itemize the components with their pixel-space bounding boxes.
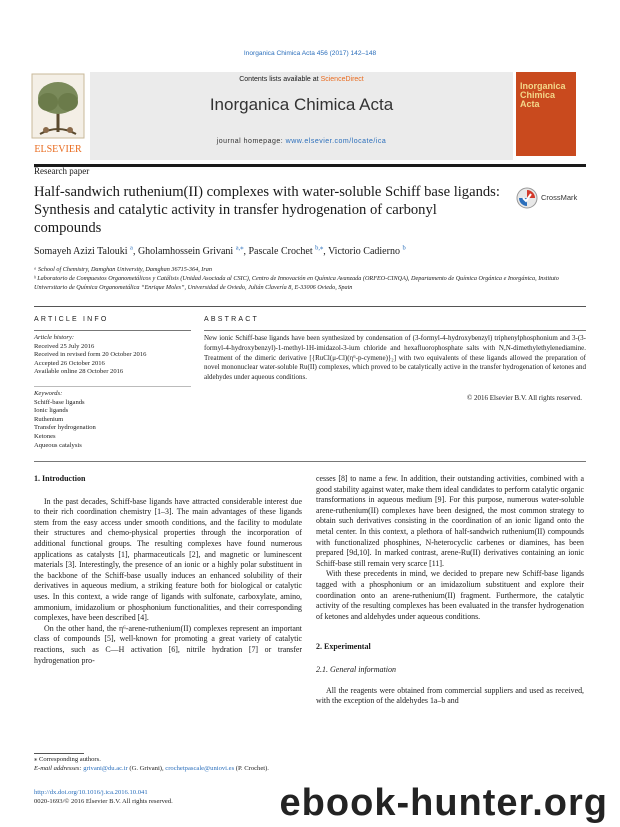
- abstract-divider: [204, 330, 586, 331]
- journal-name: Inorganica Chimica Acta: [209, 95, 394, 114]
- subsection-heading-general-information: 2.1. General information: [316, 664, 396, 674]
- journal-cover-thumbnail[interactable]: [516, 72, 576, 156]
- keyword: Ruthenium: [34, 415, 64, 423]
- author-name: Victorio Cadierno: [328, 246, 400, 258]
- homepage-prefix: journal homepage:: [216, 138, 286, 145]
- keyword: Ketones: [34, 432, 56, 440]
- crossmark-label: CrossMark: [541, 193, 578, 202]
- article-history: [34, 334, 194, 377]
- homepage-link[interactable]: www.elsevier.com/locate/ica: [285, 138, 387, 145]
- body-paragraph: cesses [8] to name a few. In addition, their outstanding activities, combined with a good stability against water, make them ideal candidates to perform catalytic organic transformations in aqueous medium [9]. For this purpose, numerous water-soluble arene-ruthenium(II) complexes have been designed, the most common strategy to obtain such derivatives consisting in the coordination of an ionic ligand onto the metal center. In this context, a plethora of half-sandwich ruthenium(II) compounds with functionalized phosphines, N-heterocyclic carbenes or diamines, has been prepared [9d,10]. In marked contrast, arene-Ru(II) derivatives containing an ionic Schiff-base still remain very scarce [11].: [316, 474, 584, 568]
- article-info-divider: [34, 330, 191, 331]
- keyword: Schiff-base ligands: [34, 398, 85, 406]
- email-link[interactable]: grivani@du.ac.ir: [83, 764, 128, 772]
- section-heading-introduction: 1. Introduction: [34, 474, 86, 483]
- sciencedirect-link[interactable]: ScienceDirect: [320, 76, 364, 83]
- elsevier-wordmark: ELSEVIER: [34, 144, 82, 155]
- watermark: ebook-hunter.org: [279, 782, 608, 824]
- keyword: Aqueous catalysis: [34, 441, 82, 449]
- author-affiliation-mark[interactable]: a: [130, 245, 133, 252]
- contents-line: [90, 76, 513, 83]
- keyword: Transfer hydrogenation: [34, 424, 96, 432]
- author-separator: ,: [323, 246, 329, 258]
- history-revised: Received in revised form 20 October 2016: [34, 351, 147, 359]
- article-info-divider: [34, 386, 191, 387]
- corresponding-author-note: ⁎ Corresponding authors.: [34, 756, 101, 763]
- author-2[interactable]: [138, 246, 249, 257]
- history-received: Received 25 July 2016: [34, 342, 95, 350]
- body-paragraph: With these precedents in mind, we decided to prepare new Schiff-base ligands tagged with a phosphonium or an imidazolium substituent and explore their coordination onto an arene-ruthenium(II) fragment. Furthermore, the catalytic activity of the resulting complexes has been evaluated in the transfer hydrogenation of ketones and aldehydes under aqueous conditions.: [316, 569, 584, 621]
- author-list: [34, 244, 586, 257]
- journal-homepage-line: [90, 138, 513, 145]
- header-divider: [34, 164, 586, 167]
- author-name: Somayeh Azizi Talouki: [34, 246, 128, 258]
- email-label: E-mail addresses:: [34, 764, 84, 772]
- body-paragraph: In the past decades, Schiff-base ligands have attracted considerable interest due to their rich coordination chemistry [1–3]. The main advantages of these ligands stem from the easy access under smooth conditions, and the facility to modulate their structures and chemo-physical properties through the incorporation of additional functional groups. The resulting complexes have found numerous applications as catalysts [1], pharmaceuticals [2], and magnetic or luminescent materials [3]. Interestingly, the presence of an ionic or a highly polar substituent in the backbone of the Schiff-base usually induces an enhanced solubility of their derivatives in aqueous medium, a striking feature both for biological or catalytic uses. In this context, a wide range of ligands with sulfonate, carboxylate, amino, ammonium, imidazolium or phosphonium functionalities, and their corresponding complexes, have been described [4].: [34, 496, 302, 623]
- body-paragraph: On the other hand, the η⁶-arene-ruthenium(II) complexes represent an important class of compounds [5], well-known for promoting a great variety of catalytic reactions, such as C—H activation [6], nitrile hydration [7] or transfer hydrogenation pro-: [34, 623, 302, 665]
- history-label: Article history:: [34, 334, 75, 341]
- section-divider: [34, 461, 586, 462]
- article-type: Research paper: [34, 166, 90, 176]
- author-4[interactable]: [328, 246, 406, 257]
- history-online: Available online 28 October 2016: [34, 368, 124, 376]
- abstract-heading: ABSTRACT: [204, 316, 259, 323]
- affiliations: [34, 265, 586, 292]
- abstract-text: New ionic Schiff-base ligands have been synthesized by condensation of (3-formyl-4-hydroxybenzyl) triphenylphosphonium and 3-(3-formyl-4-hydroxybenzyl)-1-methyl-1H-imidazol-3-ium chloride and hexafluorophosphate salts with N,N-dimethylethylenediamine. Treatment of the dimeric derivative [{RuCl(μ-Cl)(η⁶-p-cymene)}₂] with two equivalents of these ligands allowed the preparation of novel mononuclear water-soluble Ru(II) complexes, which proved to be catalytically active in the transfer hydrogenation of ketones and aldehydes under aqueous conditions.: [204, 334, 586, 382]
- article-info-heading: ARTICLE INFO: [34, 316, 109, 323]
- email-owner: (G. Grivani),: [127, 764, 166, 772]
- history-accepted: Accepted 26 October 2016: [34, 359, 105, 367]
- body-column-left: [34, 474, 302, 666]
- affiliation-b: ᵇ Laboratorio de Compuestos Organometálicos y Catálisis (Unidad Asociada al CSIC), Centro de Innovación en Química Avanzada (ORFEO-CINQA), Departamento de Química Orgánica e Inorgánica, Instituto Universitario de Química Organometálica “Enrique Moles”, Universidad de Oviedo, Julián Clavería 8, E-33006 Oviedo, Spain: [34, 275, 559, 291]
- footnote-divider: [34, 753, 84, 754]
- author-1[interactable]: [34, 246, 138, 257]
- author-name: Gholamhossein Grivani: [137, 246, 234, 258]
- author-affiliation-mark[interactable]: b: [402, 245, 406, 252]
- doi-link[interactable]: http://dx.doi.org/10.1016/j.ica.2016.10.041: [34, 789, 148, 796]
- keyword: Ionic ligands: [34, 407, 69, 415]
- elsevier-logo: [30, 72, 86, 158]
- section-divider: [34, 306, 586, 307]
- author-affiliation-mark[interactable]: b,⁎: [315, 245, 324, 252]
- issn-line: 0020-1693/© 2016 Elsevier B.V. All rights reserved.: [34, 797, 173, 805]
- body-paragraph: All the reagents were obtained from commercial suppliers and used as received, with the exception of the aldehydes 1a–b and: [316, 685, 584, 706]
- body-column-right: [316, 474, 584, 707]
- footnotes: [34, 756, 302, 774]
- author-separator: ,: [132, 246, 138, 258]
- keywords-label: Keywords:: [34, 390, 63, 397]
- author-3[interactable]: [248, 246, 328, 257]
- author-affiliation-mark[interactable]: a,⁎: [235, 245, 244, 252]
- article-title: Half-sandwich ruthenium(II) complexes with water-soluble Schiff base ligands: Synthesis and catalytic activity in transfer hydrogenation of carbonyl compounds: [34, 184, 500, 236]
- contents-prefix: Contents lists available at: [239, 76, 321, 83]
- author-separator: ,: [243, 246, 249, 258]
- affiliation-a: ᵃ School of Chemistry, Damghan University, Damghan 36715-364, Iran: [34, 266, 212, 273]
- keywords: [34, 390, 194, 450]
- journal-header-banner: [90, 72, 513, 160]
- email-owner: (P. Crochet).: [234, 764, 269, 772]
- author-name: Pascale Crochet: [248, 246, 313, 258]
- email-addresses: [34, 765, 302, 774]
- journal-reference-link[interactable]: Inorganica Chimica Acta 456 (2017) 142–148: [243, 50, 377, 57]
- abstract-copyright: © 2016 Elsevier B.V. All rights reserved.: [466, 394, 582, 402]
- cover-title: Inorganica Chimica Acta: [520, 81, 566, 109]
- email-link[interactable]: crochetpascale@uniovi.es: [165, 764, 235, 772]
- section-heading-experimental: 2. Experimental: [316, 642, 371, 652]
